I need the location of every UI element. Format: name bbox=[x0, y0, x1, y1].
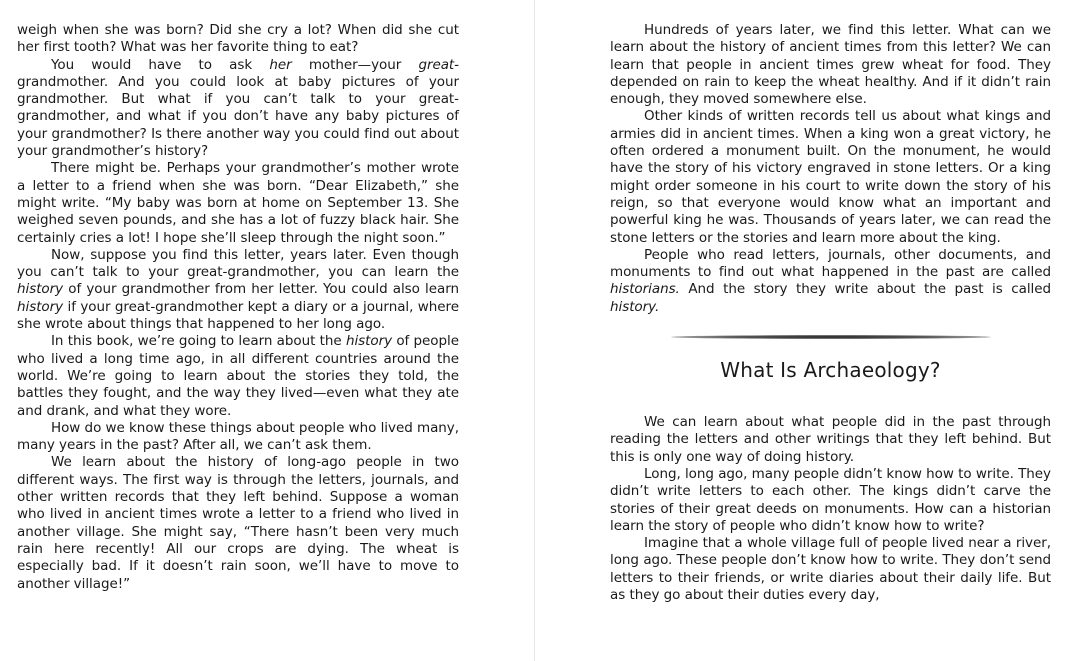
paragraph bbox=[610, 108, 1051, 246]
text-run: We learn about the history of long-ago people in two different ways. The first way is through the letters, journals, and other written records that they left behind. Suppose a woman who lived in ancient times wrote a letter to a friend who lived in another village. She might say, “There hasn’t been very much rain here recently! All our crops are dying. The wheat is especially bad. If it doesn’t rain soon, we’ll have to move to another village!” bbox=[17, 454, 459, 592]
italic-term: history bbox=[345, 333, 393, 350]
paragraph bbox=[17, 57, 459, 161]
text-run: We can learn about what people did in the past through reading the letters and other writings that they left behind. But this is only one way of doing history. bbox=[610, 414, 1051, 465]
text-run: Long, long ago, many people didn’t know how to write. They didn’t write letters to each other. The kings didn’t carve the stories of their great deeds on monuments. How can a historian learn the story of people who didn’t know how to write? bbox=[610, 465, 1051, 534]
text-run: And the story they write about the past is called bbox=[679, 281, 1051, 298]
paragraph bbox=[17, 247, 459, 333]
italic-term: history bbox=[17, 298, 64, 315]
italic-term: history. bbox=[610, 298, 660, 315]
text-run: People who read letters, journals, other documents, and monuments to find out what happened in the past are called bbox=[610, 246, 1051, 281]
left-page-text bbox=[17, 22, 459, 593]
text-run: if your great-grandmother kept a diary or a journal, where she wrote about things that happened to her long ago. bbox=[17, 298, 459, 333]
text-run: of people who lived a long time ago, in all different countries around the world. We’re going to learn about the stories they told, the battles they fought, and the way they lived—even what they ate and drank, and what they wore. bbox=[17, 333, 459, 419]
paragraph bbox=[17, 22, 459, 57]
paragraph bbox=[610, 22, 1051, 108]
text-run: grandmother. And you could look at baby pictures of your grandmother. But what if you can’t talk to your great-grandmother, and what if you don’t have any baby pictures of your grandmother? Is there another way you could find out about your grandmother’s history? bbox=[17, 73, 459, 160]
section-divider-ornament bbox=[671, 335, 991, 339]
text-run: How do we know these things about people who lived many, many years in the past? After all, we can’t ask them. bbox=[17, 419, 459, 454]
italic-term: historians. bbox=[610, 281, 680, 298]
paragraph bbox=[17, 333, 459, 419]
book-spine-divider bbox=[534, 0, 535, 661]
text-run: Now, suppose you find this letter, years later. Even though you can’t talk to your great-grandmother, you can learn the bbox=[17, 246, 459, 281]
right-page-text-bottom bbox=[610, 414, 1051, 604]
section-heading: What Is Archaeology? bbox=[720, 358, 941, 383]
text-run: mother—your bbox=[291, 56, 419, 73]
paragraph bbox=[610, 247, 1051, 316]
paragraph bbox=[610, 466, 1051, 535]
text-run: In this book, we’re going to learn about the bbox=[51, 333, 346, 350]
left-page bbox=[17, 22, 459, 593]
italic-term: great- bbox=[418, 56, 460, 73]
right-page bbox=[610, 22, 1051, 604]
text-run: Hundreds of years later, we find this letter. What can we learn about the history of ancient times from this letter? We can learn that people in ancient times grew wheat for food. They depended on rain to keep the wheat healthy. And if it didn’t rain enough, they moved somewhere else. bbox=[610, 22, 1051, 108]
paragraph bbox=[610, 535, 1051, 604]
paragraph bbox=[17, 420, 459, 455]
text-run: of your grandmother from her letter. You could also learn bbox=[63, 281, 459, 298]
text-run: Other kinds of written records tell us about what kings and armies did in ancient times. When a king won a great victory, he often ordered a monument built. On the monument, he would have the story of his victory engraved in stone letters. Or a king might order someone in his court to write down the story of his reign, so that everyone would know what an important and powerful king he was. Thousands of years later, we can read the stone letters or the stories and learn more about the king. bbox=[610, 108, 1051, 246]
right-page-text-top bbox=[610, 22, 1051, 316]
text-run: You would have to ask bbox=[51, 56, 270, 73]
paragraph bbox=[17, 160, 459, 246]
italic-term: history bbox=[17, 281, 64, 298]
paragraph bbox=[610, 414, 1051, 466]
text-run: Imagine that a whole village full of people lived near a river, long ago. These people don’t know how to write. They don’t send letters to their friends, or write diaries about their daily life. But as they go about their duties every day, bbox=[610, 535, 1051, 604]
text-run: There might be. Perhaps your grandmother’s mother wrote a letter to a friend when she was born. “Dear Elizabeth,” she might write. “My baby was born at home on September 13. She weighed seven pounds, and she has a lot of fuzzy black hair. She certainly cries a lot! I hope she’ll sleep through the night soon.” bbox=[17, 160, 459, 246]
text-run: weigh when she was born? Did she cry a lot? When did she cut her first tooth? What was her favorite thing to eat? bbox=[17, 22, 459, 56]
italic-term: her bbox=[269, 56, 292, 73]
paragraph bbox=[17, 454, 459, 592]
